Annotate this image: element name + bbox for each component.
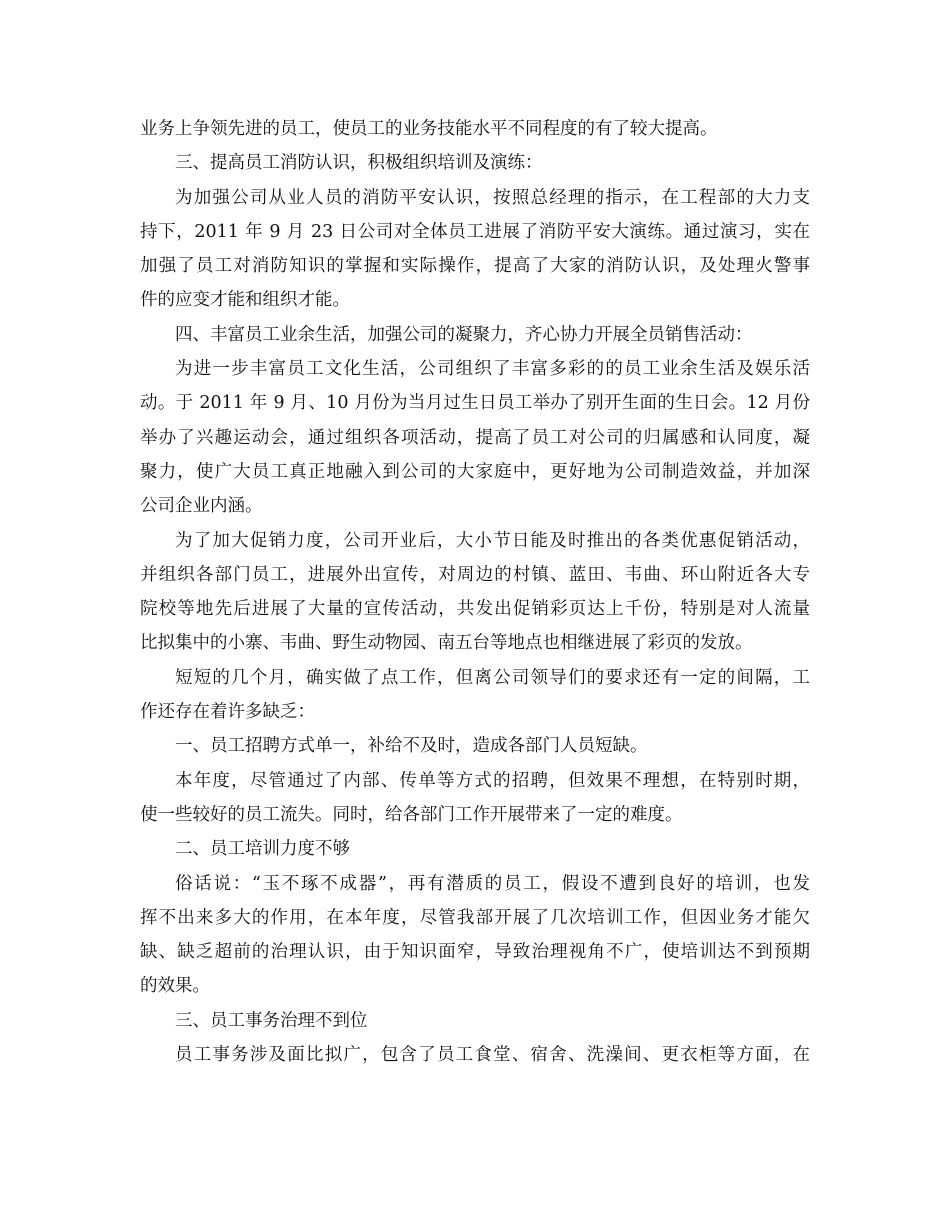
text-line: 使一些较好的员工流失。同时，给各部门工作开展带来了一定的难度。 xyxy=(140,804,683,825)
text-line: 本年度，尽管通过了内部、传单等方式的招聘，但效果不理想，在特别时期， xyxy=(175,770,810,791)
text-line: 为进一步丰富员工文化生活，公司组织了丰富多彩的的员工业余生活及娱乐活 xyxy=(175,359,810,380)
text-line: 聚力，使广大员工真正地融入到公司的大家庭中，更好地为公司制造效益，并加深 xyxy=(140,461,810,482)
text-line: 四、丰富员工业余生活，加强公司的凝聚力，齐心协力开展全员销售活动： xyxy=(175,324,753,345)
text-line: 作还存在着许多缺乏： xyxy=(140,702,315,723)
text-line: 员工事务涉及面比拟广，包含了员工食堂、宿舍、洗澡间、更衣柜等方面，在 xyxy=(175,1045,810,1066)
text-line: 挥不出来多大的作用，在本年度，尽管我部开展了几次培训工作，但因业务才能欠 xyxy=(140,907,810,928)
text-line: 动。于 2011 年 9 月、10 月份为当月过生日员工举办了别开生面的生日会。12 月份 xyxy=(140,393,810,414)
text-line: 件的应变才能和组织才能。 xyxy=(140,290,350,311)
text-line: 并组织各部门员工，进展外出宣传，对周边的村镇、蓝田、韦曲、环山附近各大专 xyxy=(140,564,810,585)
text-line: 院校等地先后进展了大量的宣传活动，共发出促销彩页达上千份，特别是对人流量 xyxy=(140,599,810,620)
text-line: 比拟集中的小寨、韦曲、野生动物园、南五台等地点也相继进展了彩页的发放。 xyxy=(140,633,753,654)
text-line: 俗话说：“玉不琢不成器”，再有潜质的员工，假设不遭到良好的培训，也发 xyxy=(175,873,810,894)
text-line: 业务上争领先进的员工，使员工的业务技能水平不同程度的有了较大提高。 xyxy=(140,119,718,139)
text-line: 三、员工事务治理不到位 xyxy=(175,1010,368,1031)
text-line: 一、员工招聘方式单一，补给不及时，造成各部门人员短缺。 xyxy=(175,736,648,757)
text-line: 公司企业内涵。 xyxy=(140,496,263,517)
document-body xyxy=(140,112,810,1072)
text-line: 为加强公司从业人员的消防平安认识，按照总经理的指示，在工程部的大力支 xyxy=(175,187,810,208)
text-line: 持下，2011 年 9 月 23 日公司对全体员工进展了消防平安大演练。通过演习，实在 xyxy=(140,221,810,242)
text-line: 短短的几个月，确实做了点工作，但离公司领导们的要求还有一定的间隔，工 xyxy=(175,667,810,688)
text-line: 缺、缺乏超前的治理认识，由于知识面窄，导致治理视角不广，使培训达不到预期 xyxy=(140,942,810,963)
text-line: 加强了员工对消防知识的掌握和实际操作，提高了大家的消防认识，及处理火警事 xyxy=(140,256,810,277)
text-line: 三、提高员工消防认识，积极组织培训及演练： xyxy=(175,153,543,174)
text-line: 为了加大促销力度，公司开业后，大小节日能及时推出的各类优惠促销活动， xyxy=(175,530,810,551)
text-line: 的效果。 xyxy=(140,976,210,997)
text-line: 举办了兴趣运动会，通过组织各项活动，提高了员工对公司的归属感和认同度，凝 xyxy=(140,427,810,448)
text-line: 二、员工培训力度不够 xyxy=(175,839,350,860)
